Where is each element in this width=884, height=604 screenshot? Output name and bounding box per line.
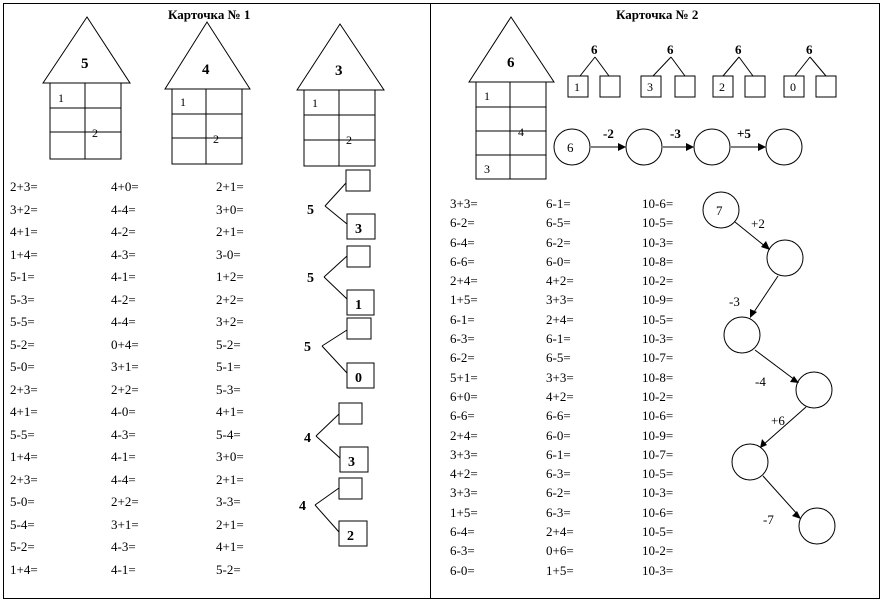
example-item: 10-3= xyxy=(642,562,674,578)
answer-circle[interactable] xyxy=(767,240,803,276)
chain-op: -3 xyxy=(670,126,681,141)
house-roof-number: 4 xyxy=(202,62,210,78)
example-item: 2+2= xyxy=(111,494,139,509)
split-whole: 6 xyxy=(591,42,598,57)
example-item: 4-2= xyxy=(111,224,136,239)
zigzag-op: -7 xyxy=(763,512,774,527)
example-item: 4-4= xyxy=(111,201,136,217)
example-item: 2+3= xyxy=(10,381,38,397)
example-item: 5-4= xyxy=(216,426,241,442)
decomposition-4 xyxy=(316,403,368,472)
example-item: 10-2= xyxy=(642,273,674,289)
answer-box[interactable] xyxy=(347,246,370,267)
decomposition-whole: 5 xyxy=(304,340,311,355)
zigzag-start: 7 xyxy=(716,203,723,218)
house-cell-number: 4 xyxy=(518,125,524,139)
decomposition-1 xyxy=(325,170,375,239)
example-item: 4+1= xyxy=(10,224,38,239)
example-item: 3+3= xyxy=(546,369,574,385)
example-item: 6-1= xyxy=(546,446,571,462)
example-item: 2+4= xyxy=(450,273,478,289)
card1-column-2 xyxy=(111,176,139,581)
decomposition-part: 3 xyxy=(348,455,355,470)
card2-title: Карточка № 2 xyxy=(616,7,699,22)
card2-column-3 xyxy=(642,194,673,580)
example-item: 3+1= xyxy=(111,516,139,532)
example-item: 6-0= xyxy=(450,562,475,578)
split-part: 2 xyxy=(719,80,725,94)
example-item: 4+1= xyxy=(216,404,244,419)
zigzag xyxy=(703,192,835,544)
decomposition-part: 1 xyxy=(355,298,362,313)
example-item: 3+1= xyxy=(111,359,139,374)
answer-circle[interactable] xyxy=(732,444,768,480)
split-part: 0 xyxy=(790,80,796,94)
house-cell-number: 2 xyxy=(346,133,352,147)
decomposition-part: 2 xyxy=(347,529,354,544)
example-item: 2+4= xyxy=(450,427,478,443)
answer-circle[interactable] xyxy=(766,129,802,165)
example-item: 6-3= xyxy=(450,331,475,347)
example-item: 5-0= xyxy=(10,494,35,509)
example-item: 0+4= xyxy=(111,336,139,352)
example-item: 4-3= xyxy=(111,246,136,262)
example-item: 4-4= xyxy=(111,314,136,329)
answer-circle[interactable] xyxy=(796,372,832,408)
decomposition-whole: 4 xyxy=(304,431,311,446)
example-item: 3+3= xyxy=(450,446,478,462)
decomposition-part: 0 xyxy=(355,371,362,386)
split-whole: 6 xyxy=(806,42,813,57)
decomposition-5 xyxy=(315,478,367,546)
answer-box[interactable] xyxy=(816,76,836,97)
example-item: 3+0= xyxy=(216,449,244,464)
house-cell-number: 1 xyxy=(58,91,64,105)
example-item: 3+2= xyxy=(10,201,38,217)
answer-box[interactable] xyxy=(675,76,695,97)
example-item: 3+3= xyxy=(450,485,478,501)
example-item: 1+4= xyxy=(10,561,38,577)
chain-op: +5 xyxy=(737,126,751,141)
house-cell-number: 1 xyxy=(484,89,490,103)
card1-column-3 xyxy=(216,176,244,581)
example-item: 2+2= xyxy=(216,291,244,307)
decomposition-3 xyxy=(322,318,374,388)
example-item: 2+4= xyxy=(546,311,574,327)
zigzag-op: -4 xyxy=(755,374,766,389)
house-3 xyxy=(297,24,384,166)
example-item: 1+5= xyxy=(450,292,478,308)
example-item: 10-9= xyxy=(642,427,674,443)
example-item: 6-1= xyxy=(546,196,571,211)
example-item: 4-0= xyxy=(111,404,136,419)
example-item: 6-2= xyxy=(450,215,475,231)
example-item: 10-3= xyxy=(642,234,674,250)
example-item: 10-8= xyxy=(642,369,674,385)
example-item: 10-2= xyxy=(642,543,674,559)
answer-circle[interactable] xyxy=(724,317,760,353)
example-item: 6-3= xyxy=(546,466,571,482)
answer-box[interactable] xyxy=(745,76,765,97)
answer-circle[interactable] xyxy=(799,508,835,544)
house-roof-number: 3 xyxy=(335,63,343,79)
answer-box[interactable] xyxy=(339,478,362,499)
house-cell-number: 1 xyxy=(312,96,318,110)
example-item: 5+1= xyxy=(450,369,478,385)
example-item: 10-6= xyxy=(642,408,674,424)
example-item: 5-2= xyxy=(216,336,241,352)
split-whole: 6 xyxy=(735,42,742,57)
example-item: 5-2= xyxy=(10,336,35,352)
example-item: 1+2= xyxy=(216,269,244,284)
example-item: 6-2= xyxy=(546,234,571,250)
answer-box[interactable] xyxy=(339,403,362,424)
zigzag-op: +6 xyxy=(771,413,785,428)
example-item: 10-5= xyxy=(642,524,674,540)
example-item: 1+5= xyxy=(450,504,478,520)
answer-circle[interactable] xyxy=(694,129,730,165)
example-item: 6+0= xyxy=(450,388,478,404)
answer-box[interactable] xyxy=(347,318,371,339)
example-item: 3-3= xyxy=(216,494,241,509)
example-item: 4+1= xyxy=(10,404,38,419)
example-item: 3+3= xyxy=(450,196,478,211)
example-item: 4-2= xyxy=(111,291,136,307)
example-item: 6-4= xyxy=(450,234,475,250)
house-cell-number: 2 xyxy=(213,132,219,146)
example-item: 10-8= xyxy=(642,253,674,269)
example-item: 3+2= xyxy=(216,314,244,329)
chain-op: -2 xyxy=(603,126,614,141)
zigzag-op: +2 xyxy=(751,216,765,231)
decomposition-2 xyxy=(324,246,374,315)
example-item: 5-2= xyxy=(216,561,241,577)
example-item: 4+1= xyxy=(216,539,244,554)
example-item: 5-5= xyxy=(10,314,35,329)
example-item: 6-1= xyxy=(546,331,571,347)
example-item: 10-7= xyxy=(642,350,674,366)
house-roof-number: 5 xyxy=(81,56,89,72)
example-item: 4-3= xyxy=(111,539,136,554)
example-item: 10-2= xyxy=(642,388,674,404)
example-item: 6-2= xyxy=(450,350,475,366)
decomposition-part: 3 xyxy=(355,222,362,237)
example-item: 10-7= xyxy=(642,446,674,462)
chain-start: 6 xyxy=(567,140,574,155)
split-part: 1 xyxy=(574,80,580,94)
example-item: 5-4= xyxy=(10,516,35,532)
example-item: 5-3= xyxy=(216,381,241,397)
example-item: 2+1= xyxy=(216,516,244,532)
card2-column-1 xyxy=(450,194,478,580)
house-cell-number: 2 xyxy=(92,126,98,140)
example-item: 5-0= xyxy=(10,359,35,374)
example-item: 6-1= xyxy=(450,311,475,327)
house-roof-number: 6 xyxy=(507,55,515,71)
example-item: 6-6= xyxy=(546,408,571,424)
example-item: 6-3= xyxy=(450,543,475,559)
example-item: 5-2= xyxy=(10,539,35,554)
example-item: 3+3= xyxy=(546,292,574,308)
answer-box[interactable] xyxy=(346,170,370,191)
example-item: 6-5= xyxy=(546,215,571,231)
example-item: 4+2= xyxy=(546,273,574,289)
answer-circle[interactable] xyxy=(626,129,662,165)
example-item: 1+4= xyxy=(10,246,38,262)
example-item: 2+1= xyxy=(216,471,244,487)
card1-title: Карточка № 1 xyxy=(168,7,251,22)
example-item: 6-0= xyxy=(546,427,571,443)
example-item: 2+1= xyxy=(216,224,244,239)
answer-box[interactable] xyxy=(600,76,620,97)
example-item: 10-6= xyxy=(642,196,674,211)
decomposition-whole: 5 xyxy=(307,271,314,286)
house-6 xyxy=(469,17,554,179)
example-item: 2+2= xyxy=(111,381,139,397)
decomposition-whole: 4 xyxy=(299,499,306,514)
example-item: 0+6= xyxy=(546,543,574,559)
example-item: 10-6= xyxy=(642,504,674,520)
house-cell-number: 3 xyxy=(484,162,490,176)
example-item: 10-5= xyxy=(642,215,674,231)
example-item: 6-6= xyxy=(450,253,475,269)
example-item: 10-3= xyxy=(642,331,674,347)
example-item: 5-3= xyxy=(10,291,35,307)
card1-column-1 xyxy=(10,176,38,581)
example-item: 6-5= xyxy=(546,350,571,366)
example-item: 2+3= xyxy=(10,471,38,487)
example-item: 5-1= xyxy=(216,359,241,374)
example-item: 2+3= xyxy=(10,179,38,194)
zigzag-op: -3 xyxy=(729,294,740,309)
example-item: 10-5= xyxy=(642,466,674,482)
example-item: 6-2= xyxy=(546,485,571,501)
decomposition-whole: 5 xyxy=(307,203,314,218)
example-item: 6-4= xyxy=(450,524,475,540)
example-item: 4+2= xyxy=(546,388,574,404)
split-whole: 6 xyxy=(667,42,674,57)
example-item: 5-1= xyxy=(10,269,35,284)
house-4 xyxy=(165,22,250,164)
example-item: 10-3= xyxy=(642,485,674,501)
example-item: 5-5= xyxy=(10,426,35,442)
example-item: 2+4= xyxy=(546,524,574,540)
house-5 xyxy=(43,17,130,159)
example-item: 4-1= xyxy=(111,561,136,577)
example-item: 4-4= xyxy=(111,471,136,487)
example-item: 4-1= xyxy=(111,269,136,284)
example-item: 3-0= xyxy=(216,246,241,262)
example-item: 2+1= xyxy=(216,179,244,194)
example-item: 4+2= xyxy=(450,466,478,482)
example-item: 1+4= xyxy=(10,449,38,464)
example-item: 6-3= xyxy=(546,504,571,520)
example-item: 6-6= xyxy=(450,408,475,424)
example-item: 1+5= xyxy=(546,562,574,578)
example-item: 4-3= xyxy=(111,426,136,442)
split-part: 3 xyxy=(647,80,653,94)
card2-column-2 xyxy=(546,194,574,580)
house-cell-number: 1 xyxy=(180,95,186,109)
example-item: 10-5= xyxy=(642,311,674,327)
example-item: 4+0= xyxy=(111,179,139,194)
example-item: 10-9= xyxy=(642,292,674,308)
example-item: 3+0= xyxy=(216,201,244,217)
example-item: 6-0= xyxy=(546,253,571,269)
example-item: 4-1= xyxy=(111,449,136,464)
